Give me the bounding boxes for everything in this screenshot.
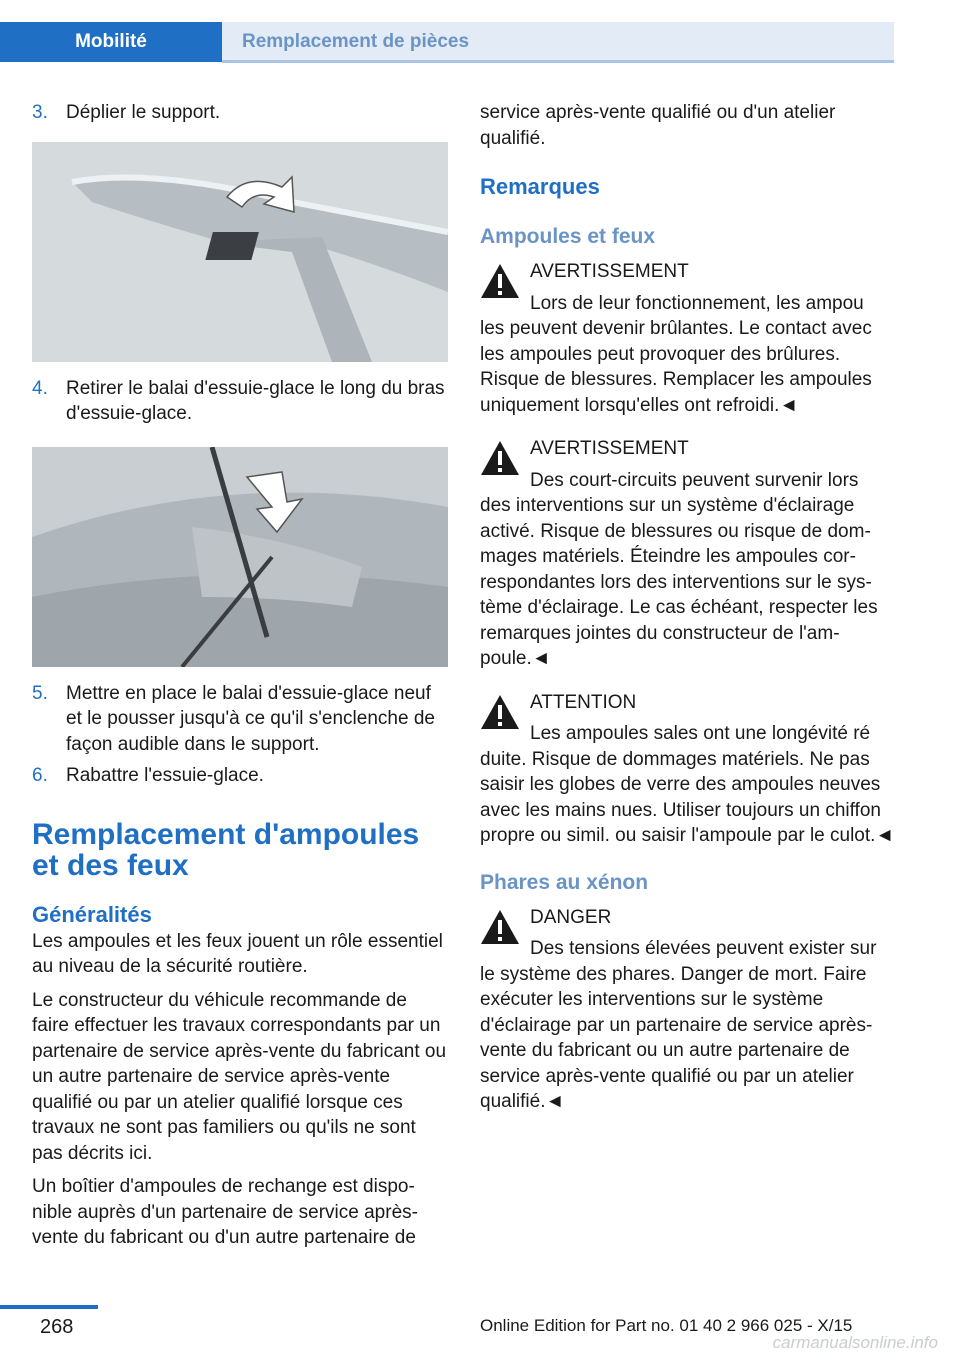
- section-heading: Remplacement d'ampoules et des feux: [32, 817, 420, 882]
- warning-text: duite. Risque de dommages matériels. Ne pas saisir les globes de verre des ampoules neuves avec les mains nues. Utiliser toujours un chiffon propre ou simil. ou saisir l'ampoule par le culot.◄: [480, 748, 895, 846]
- warning-triangle-icon: [480, 263, 520, 299]
- step-number: 4.: [32, 377, 48, 399]
- chapter-tab[interactable]: Mobilité: [0, 22, 222, 62]
- warning-text: Des tensions élevées peuvent exister sur: [530, 938, 877, 959]
- warning-text: Les ampoules sales ont une longévité ré: [530, 723, 871, 744]
- online-edition-note: Online Edition for Part no. 01 40 2 966 025 - X/15: [480, 1316, 853, 1335]
- step-number: 6.: [32, 765, 48, 786]
- step-text: Déplier le support.: [66, 102, 221, 123]
- left-column: [32, 100, 448, 1251]
- step-3: [32, 100, 448, 126]
- danger-block: [480, 905, 896, 1115]
- paragraph: Le constructeur du véhicule recommande de faire effectuer les travaux correspondants par un partenaire de service après-vente du fabricant ou un autre partenaire de service après-vente qualifié ou par un atelier qualifié lorsque ces travaux ne sont pas familiers ou qu'ils ne sont pas décrits ici.: [32, 989, 447, 1164]
- warning-triangle-icon: [480, 440, 520, 476]
- right-column: [480, 100, 896, 1115]
- section-heading: Remarques: [480, 174, 600, 199]
- step-text: Rabattre l'essuie-glace.: [66, 765, 264, 786]
- paragraph: service après-vente qualifié ou d'un atelier qualifié.: [480, 102, 836, 149]
- warning-triangle-icon: [480, 694, 520, 730]
- warning-label: AVERTISSEMENT: [530, 438, 689, 459]
- watermark: carmanualsonline.info: [772, 1333, 938, 1352]
- footer-rule: [0, 1305, 98, 1309]
- warning-block: [480, 259, 896, 418]
- step-text: Retirer le balai d'essuie-glace le long du bras d'essuie-glace.: [66, 377, 445, 424]
- warning-text: Des court-circuits peuvent survenir lors: [530, 469, 859, 491]
- header-rule: [222, 60, 894, 63]
- warning-text: les peuvent devenir brûlantes. Le contact avec les ampoules peut provoquer des brûlures. Risque de blessures. Remplacer les ampoules uniquement lorsqu'elles ont refroidi.◄: [480, 318, 872, 416]
- warning-label: DANGER: [530, 906, 612, 928]
- warning-label: ATTENTION: [530, 691, 637, 713]
- warning-label: AVERTISSEMENT: [530, 261, 689, 282]
- warning-block: [480, 436, 896, 672]
- step-number: 5.: [32, 682, 48, 704]
- wiper-removal-illustration: [32, 447, 448, 667]
- wiper-removal-figure: [32, 447, 448, 667]
- warning-text: le système des phares. Danger de mort. Faire exécuter les interventions sur le système d'éclairage par un partenaire de service après-vente du fabricant ou un autre partenaire de service après-vente qualifié ou par un atelier qualifié.◄: [480, 963, 873, 1112]
- step-6: [32, 763, 448, 789]
- page-number: 268: [40, 1316, 74, 1338]
- paragraph: Les ampoules et les feux jouent un rôle essentiel au niveau de la sécurité routière.: [32, 930, 443, 977]
- section-tab[interactable]: Remplacement de pièces: [222, 22, 894, 62]
- warning-text: des interventions sur un système d'éclairage activé. Risque de blessures ou risque de dommages matériels. Éteindre les ampoules correspondantes lors des interventions sur le système d'éclairage. Le cas échéant, respecter les remarques jointes du constructeur de l'ampoule.◄: [480, 495, 878, 669]
- warning-triangle-icon: [480, 909, 520, 945]
- subsection-heading: Généralités: [32, 901, 152, 927]
- caution-block: [480, 690, 896, 849]
- wiper-support-illustration: [32, 142, 448, 362]
- subsection-heading: Phares au xénon: [480, 870, 649, 894]
- step-text: Mettre en place le balai d'essuie-glace neuf et le pousser jusqu'à ce qu'il s'enclenche de façon audible dans le support.: [66, 682, 435, 755]
- warning-text: Lors de leur fonctionnement, les ampou: [530, 292, 864, 314]
- step-number: 3.: [32, 102, 48, 123]
- subsection-heading: Ampoules et feux: [480, 225, 656, 248]
- wiper-support-figure: [32, 142, 448, 362]
- step-5: [32, 681, 448, 758]
- step-4: [32, 376, 448, 427]
- paragraph: Un boîtier d'ampoules de rechange est disponible auprès d'un partenaire de service après-vente du fabricant ou d'un autre partenaire de: [32, 1176, 418, 1248]
